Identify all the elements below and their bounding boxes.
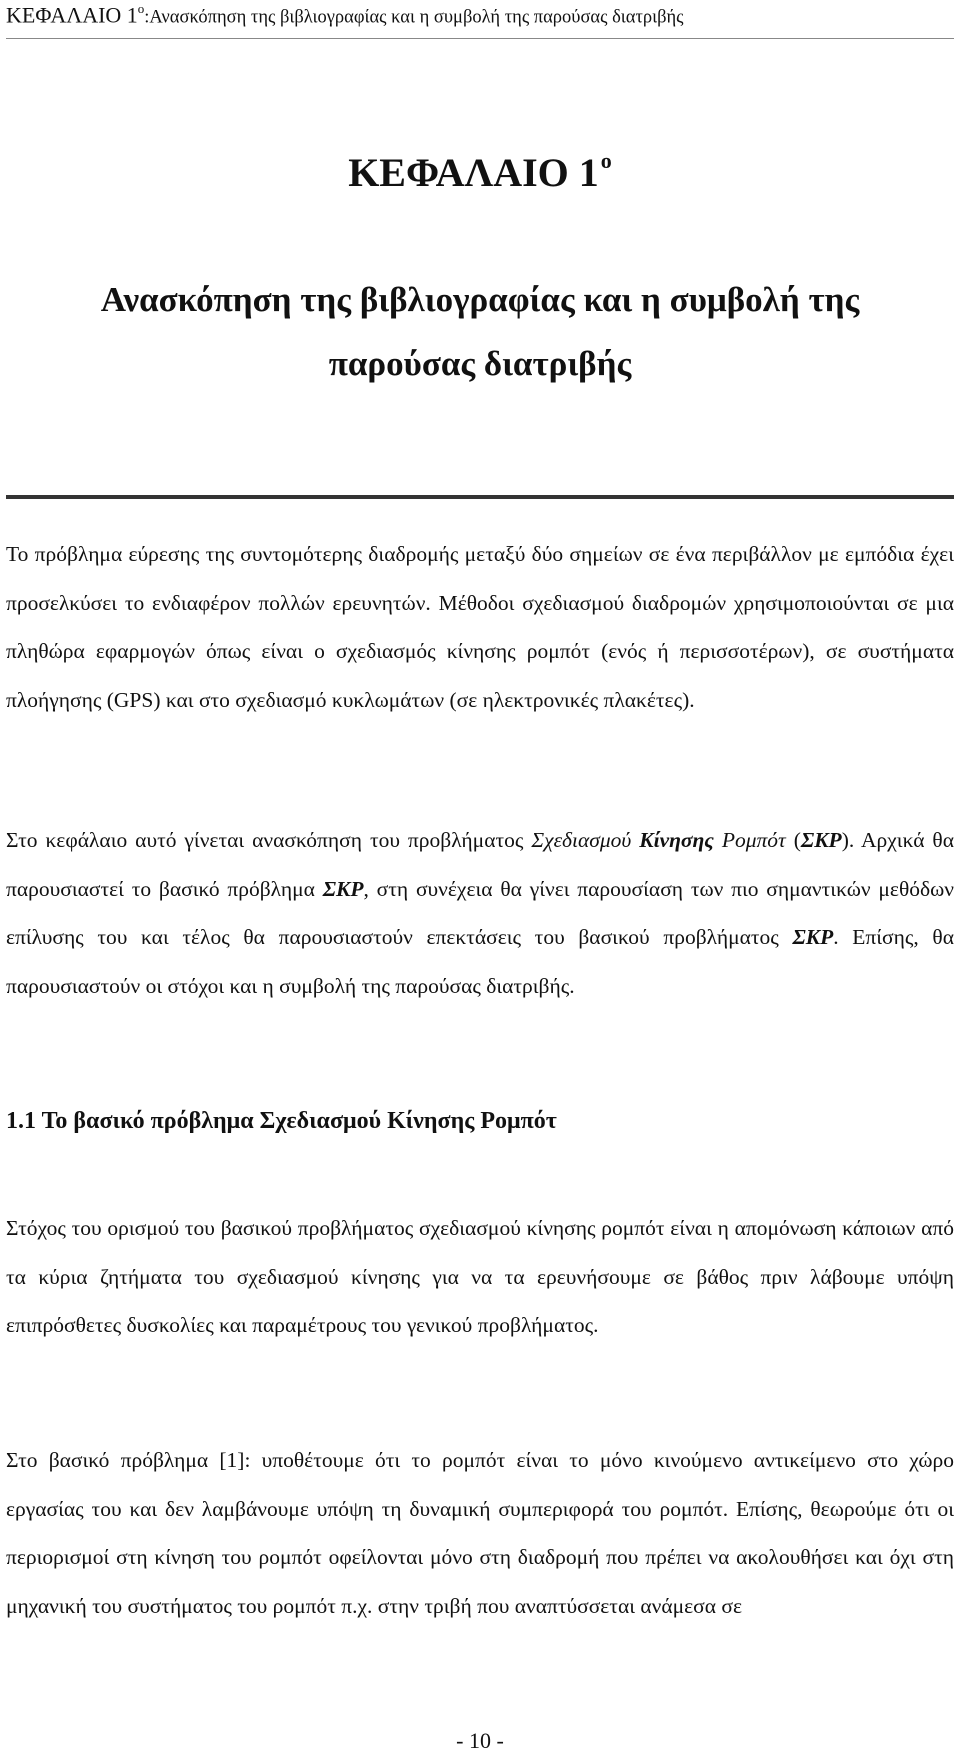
overview-text-2: ( bbox=[785, 828, 801, 852]
overview-abbreviation-1: ΣΚΡ bbox=[800, 828, 842, 852]
header-divider bbox=[6, 38, 954, 39]
running-header-superscript: ο bbox=[137, 1, 145, 16]
running-header bbox=[6, 2, 954, 28]
chapter-title bbox=[0, 148, 960, 196]
section-number: 1.1 bbox=[6, 1108, 36, 1134]
overview-paragraph bbox=[6, 816, 954, 1010]
chapter-title-text: ΚΕΦΑΛΑΙΟ 1 bbox=[348, 150, 599, 195]
overview-abbreviation-3: ΣΚΡ bbox=[792, 925, 834, 949]
overview-text-4: , στη συνέχεια θα γίνει παρουσίαση των πιο σημαντικών μεθόδων επίλυσης του και τέλος θα παρουσιαστούν επεκτάσεις του βασικού προβλήματος bbox=[6, 876, 954, 949]
intro-paragraph: Το πρόβλημα εύρεσης της συντομότερης διαδρομής μεταξύ δύο σημείων σε ένα περιβάλλον με εμπόδια έχει προσελκύσει το ενδιαφέρον πολλών ερευνητών. Μέθοδοι σχεδιασμού διαδρομών χρησιμοποιούνται σε μια πληθώρα εφαρμογών όπως είναι ο σχεδιασμός κίνησης ρομπότ (ενός ή περισσοτέρων), σε συστήματα πλοήγησης (GPS) και στο σχεδιασμό κυκλωμάτων (σε ηλεκτρονικές πλακέτες). bbox=[6, 542, 954, 712]
chapter-subtitle-line-2: παρούσας διατριβής bbox=[328, 344, 632, 383]
overview-space-2 bbox=[714, 828, 722, 852]
overview-emphasis-motion-planning: Σχεδιασμού bbox=[531, 828, 632, 852]
chapter-divider bbox=[6, 495, 954, 499]
section-heading bbox=[6, 1108, 954, 1135]
basic-problem-paragraph: Στο βασικό πρόβλημα [1]: υποθέτουμε ότι το ρομπότ είναι το μόνο κινούμενο αντικείμενο στο χώρο εργασίας του και δεν λαμβάνουμε υπόψη τη δυναμική συμπεριφορά του ρομπότ. Επίσης, θεωρούμε ότι οι περιορισμοί στη κίνηση του ρομπότ οφείλονται μόνο στη διαδρομή που πρέπει να ακολουθήσει και όχι στη μηχανική του συστήματος του ρομπότ π.χ. στην τριβή που αναπτύσσεται ανάμεσα σε bbox=[6, 1448, 954, 1618]
chapter-subtitle-line-1: Ανασκόπηση της βιβλιογραφίας και η συμβολή της bbox=[100, 280, 860, 319]
running-header-chapter: ΚΕΦΑΛΑΙΟ 1 bbox=[6, 2, 138, 28]
running-header-title: :Ανασκόπηση της βιβλιογραφίας και η συμβολή της παρούσας διατριβής bbox=[144, 7, 684, 28]
goal-paragraph: Στόχος του ορισμού του βασικού προβλήματος σχεδιασμού κίνησης ρομπότ είναι η απομόνωση κάποιων από τα κύρια ζητήματα του σχεδιασμού κίνησης για να τα ερευνήσουμε σε βάθος πριν λάβουμε υπόψη επιπρόσθετες δυσκολίες και παραμέτρους του γενικού προβλήματος. bbox=[6, 1216, 954, 1337]
overview-emphasis-kinesis: Κίνησης bbox=[639, 828, 714, 852]
overview-abbreviation-2: ΣΚΡ bbox=[322, 876, 364, 901]
overview-text-3: ). Αρχικά θα παρουσιαστεί το βασικό πρόβλημα bbox=[6, 828, 954, 901]
overview-text-5: . Επίσης, θα παρουσιαστούν οι στόχοι και η συμβολή της παρούσας διατριβής. bbox=[6, 925, 954, 998]
chapter-subtitle bbox=[40, 268, 920, 396]
overview-emphasis-robot: Ρομπότ bbox=[721, 828, 786, 852]
page-number: - 10 - bbox=[456, 1728, 504, 1753]
overview-text-1: Στο κεφάλαιο αυτό γίνεται ανασκόπηση του προβλήματος bbox=[6, 828, 532, 852]
chapter-title-superscript: ο bbox=[600, 148, 612, 173]
section-title: Το βασικό πρόβλημα Σχεδιασμού Κίνησης Ρομπότ bbox=[41, 1108, 557, 1134]
